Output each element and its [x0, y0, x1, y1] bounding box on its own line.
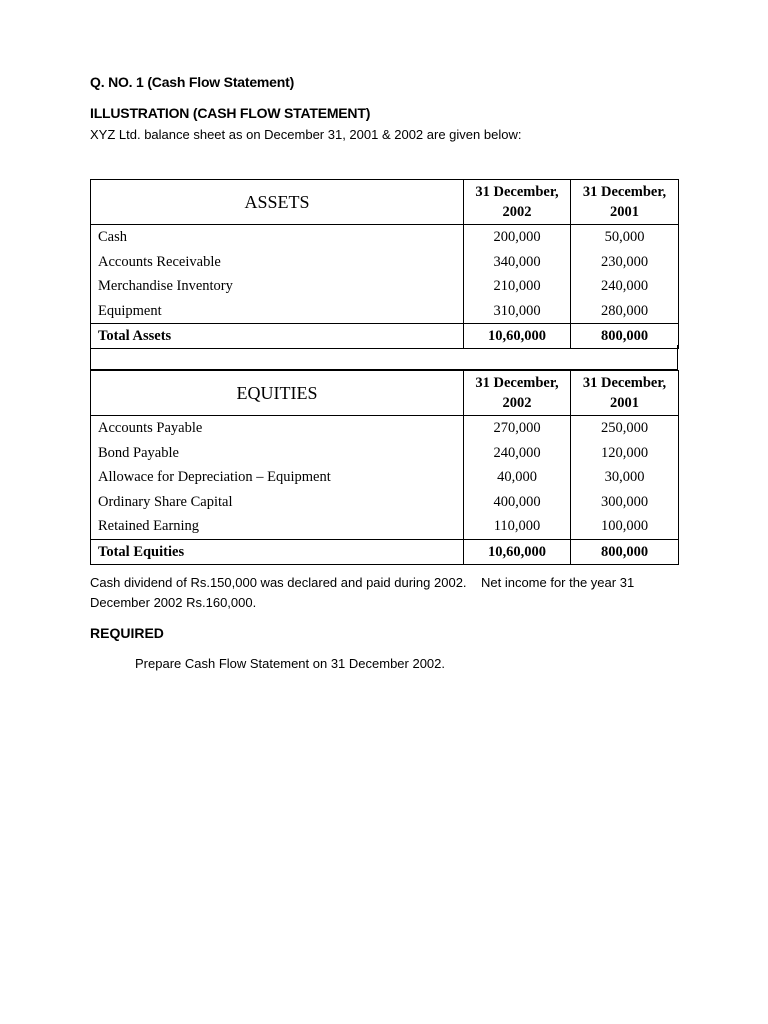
equities-col-2001-line2: 2001	[610, 395, 639, 411]
asset-label: Equipment	[98, 302, 162, 319]
asset-value-2001: 240,000	[600, 278, 649, 294]
equities-labels	[91, 416, 464, 540]
equities-values-2002	[464, 416, 571, 540]
equity-value-2001: 250,000	[600, 420, 649, 436]
assets-values-2001	[571, 225, 679, 324]
total-equities-label: Total Equities	[91, 539, 464, 564]
assets-table	[90, 179, 679, 349]
assets-values-2002	[464, 225, 571, 324]
asset-value-2002: 310,000	[493, 302, 541, 319]
assets-col-2002-line2: 2002	[502, 204, 532, 220]
equity-value-2001: 120,000	[600, 444, 649, 461]
asset-value-2002: 340,000	[493, 253, 541, 270]
task-text: Prepare Cash Flow Statement on 31 December 2002.	[135, 656, 446, 671]
assets-col-2001-line1: 31 December,	[582, 184, 667, 200]
dividend-note: Cash dividend of Rs.150,000 was declared and paid during 2002. Net income for the year 31 December 2002 Rs.160,000.	[90, 575, 635, 610]
asset-value-2002: 200,000	[493, 229, 541, 245]
equity-label: Ordinary Share Capital	[98, 493, 233, 510]
equity-label: Retained Earning	[98, 518, 200, 534]
intro-text: XYZ Ltd. balance sheet as on December 31, 2001 & 2002 are given below:	[90, 127, 522, 142]
equities-total-row	[91, 539, 679, 564]
equities-col-2001-line1: 31 December,	[582, 375, 667, 391]
equities-col-2002-line2: 2002	[502, 395, 532, 411]
asset-value-2001: 280,000	[600, 302, 649, 319]
table-separator-row	[90, 345, 678, 370]
equities-header-row	[91, 371, 679, 416]
assets-col-2002	[464, 180, 571, 225]
assets-labels	[91, 225, 464, 324]
equity-value-2002: 400,000	[493, 493, 541, 510]
asset-value-2001: 230,000	[600, 253, 649, 270]
equity-value-2001: 30,000	[604, 469, 645, 485]
assets-col-2001-line2: 2001	[610, 204, 639, 220]
total-assets-2001: 800,000	[571, 324, 679, 349]
assets-col-2002-line1: 31 December,	[475, 184, 559, 200]
equity-value-2002: 110,000	[493, 518, 541, 534]
equities-col-2002-line1: 31 December,	[475, 375, 559, 391]
equity-value-2002: 40,000	[497, 469, 537, 485]
asset-label: Cash	[98, 229, 127, 245]
asset-value-2002: 210,000	[493, 278, 541, 294]
equity-value-2002: 240,000	[493, 444, 541, 461]
required-heading: REQUIRED	[90, 625, 164, 641]
equity-label: Allowace for Depreciation – Equipment	[98, 469, 331, 485]
total-assets-label: Total Assets	[91, 324, 464, 349]
equity-label: Accounts Payable	[98, 420, 203, 436]
illustration-heading: ILLUSTRATION (CASH FLOW STATEMENT)	[90, 105, 371, 121]
equities-col-2002	[464, 371, 571, 416]
equity-value-2002: 270,000	[493, 420, 541, 436]
assets-body-row	[91, 225, 679, 324]
total-assets-2002: 10,60,000	[464, 324, 571, 349]
equity-value-2001: 100,000	[600, 518, 649, 534]
asset-label: Accounts Receivable	[98, 253, 221, 270]
question-title-text: Q. NO. 1 (Cash Flow Statement	[90, 74, 290, 90]
equity-value-2001: 300,000	[600, 493, 649, 510]
assets-col-2001	[571, 180, 679, 225]
equities-values-2001	[571, 416, 679, 540]
equities-title: EQUITIES	[91, 371, 464, 416]
question-title-close: )	[289, 74, 295, 90]
assets-header-row	[91, 180, 679, 225]
equities-col-2001	[571, 371, 679, 416]
asset-value-2001: 50,000	[604, 229, 645, 245]
equities-body-row	[91, 416, 679, 540]
total-equities-2001: 800,000	[571, 539, 679, 564]
asset-label: Merchandise Inventory	[98, 278, 233, 294]
total-equities-2002: 10,60,000	[464, 539, 571, 564]
question-title	[90, 74, 294, 90]
equity-label: Bond Payable	[98, 444, 179, 461]
assets-title: ASSETS	[91, 180, 464, 225]
equities-table	[90, 370, 679, 565]
